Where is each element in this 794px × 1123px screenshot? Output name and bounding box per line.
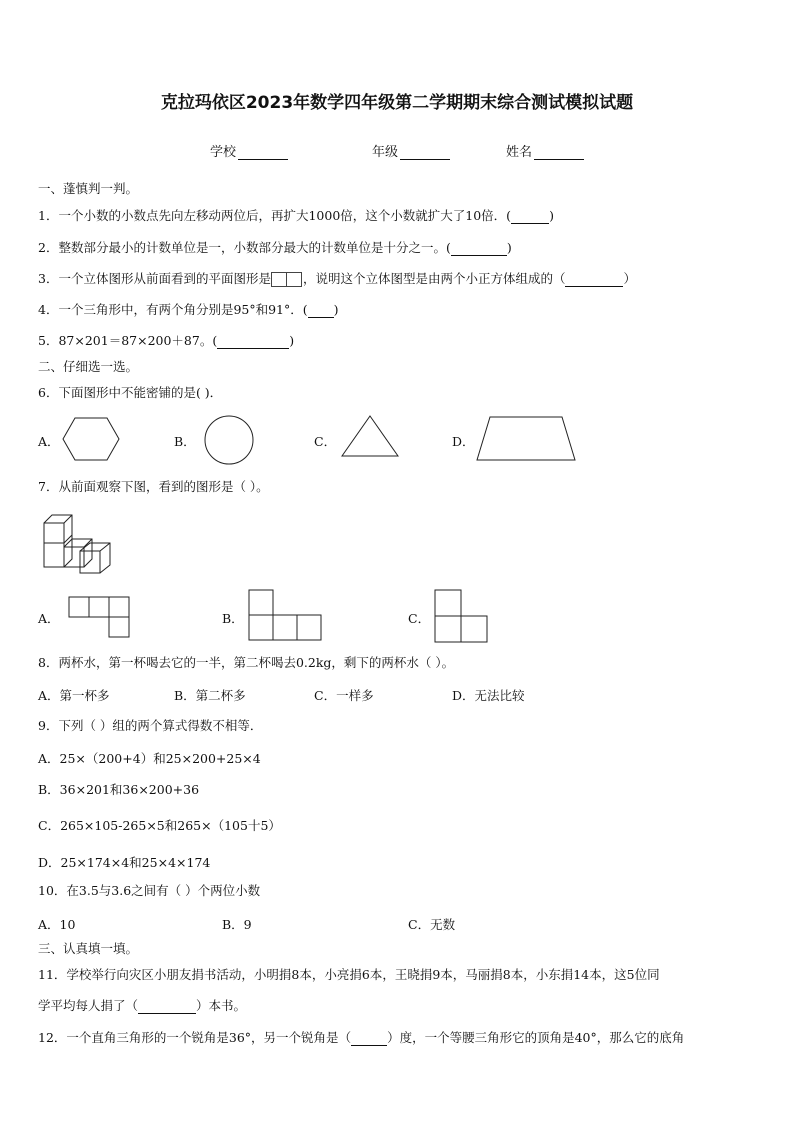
grade-field bbox=[372, 141, 450, 160]
question-11-line-2 bbox=[38, 998, 246, 1014]
hexagon-shape bbox=[63, 418, 119, 460]
section-heading-1: 一、蓬慎判一判。 bbox=[38, 181, 139, 196]
school-label: 学校 bbox=[210, 145, 237, 160]
q9-option-c[interactable]: C．265×105-265×5和265×（105十5） bbox=[38, 818, 281, 833]
section-heading-2: 二、仔细选一选。 bbox=[38, 359, 139, 374]
view-a-squares bbox=[69, 597, 129, 637]
question-7: 7．从前面观察下图，看到的图形是（ ）。 bbox=[38, 479, 269, 494]
answer-blank-5[interactable] bbox=[217, 335, 289, 349]
cube-stack-lines bbox=[44, 515, 110, 573]
view-b-squares bbox=[249, 590, 321, 640]
answer-blank-4[interactable] bbox=[308, 304, 334, 318]
circle-figure bbox=[203, 414, 255, 466]
q1-close: ) bbox=[549, 208, 554, 223]
view-option-b-figure bbox=[248, 589, 322, 641]
q10-option-c[interactable]: C．无数 bbox=[408, 917, 456, 932]
q4-text: 4．一个三角形中，有两个角分别是95°和91°．( bbox=[38, 302, 308, 317]
answer-blank-2[interactable] bbox=[451, 242, 507, 256]
question-5 bbox=[38, 333, 294, 349]
question-2 bbox=[38, 240, 512, 256]
cube-stack-figure bbox=[42, 513, 118, 575]
square-left bbox=[271, 273, 286, 287]
question-6: 6．下面图形中不能密铺的是( )． bbox=[38, 385, 223, 400]
q3-text-2: ，说明这个立体图型是由两个小正方体组成的（ bbox=[302, 271, 566, 286]
q5-text: 5．87×201＝87×200＋87。( bbox=[38, 333, 218, 348]
cube-front-top bbox=[44, 523, 64, 543]
square-right bbox=[286, 273, 301, 287]
q10-option-b[interactable]: B．9 bbox=[222, 917, 252, 932]
q6-option-b-label[interactable]: B． bbox=[174, 434, 196, 449]
two-squares-figure bbox=[271, 272, 303, 287]
two-squares-svg bbox=[271, 272, 303, 287]
q2-close: ) bbox=[506, 240, 512, 255]
page-title: 克拉玛依区2023年数学四年级第二学期期末综合测试模拟试题 bbox=[160, 93, 634, 113]
view-c-squares bbox=[435, 590, 487, 642]
answer-blank-3[interactable] bbox=[565, 273, 623, 287]
triangle-figure bbox=[340, 415, 400, 457]
question-9: 9．下列（ ）组的两个算式得数不相等． bbox=[38, 718, 263, 733]
view-option-c-figure bbox=[434, 589, 488, 643]
q7-option-b-label[interactable]: B． bbox=[222, 611, 244, 626]
triangle-shape bbox=[342, 416, 398, 456]
question-12 bbox=[38, 1030, 684, 1046]
q8-option-a[interactable]: A．第一杯多 bbox=[38, 688, 110, 703]
q11-text-2: 学平均每人捐了（ bbox=[38, 998, 139, 1013]
trapezoid-figure bbox=[476, 415, 578, 461]
q3-text: 3．一个立体图形从前面看到的平面图形是 bbox=[38, 271, 271, 286]
school-field bbox=[210, 141, 288, 160]
view-option-a-figure bbox=[68, 596, 132, 640]
answer-blank-12[interactable] bbox=[351, 1032, 387, 1046]
q9-option-d[interactable]: D．25×174×4和25×4×174 bbox=[38, 855, 211, 870]
q12-text-2: ）度，一个等腰三角形它的顶角是40°，那么它的底角 bbox=[387, 1030, 685, 1045]
q3-close: ） bbox=[623, 271, 636, 286]
grade-label: 年级 bbox=[372, 145, 399, 160]
q8-option-b[interactable]: B．第二杯多 bbox=[174, 688, 246, 703]
q6-option-c-label[interactable]: C． bbox=[314, 434, 337, 449]
cube-edge-4 bbox=[100, 543, 110, 551]
q4-close: ) bbox=[333, 302, 339, 317]
question-11-line-1: 11．学校举行向灾区小朋友捐书活动，小明捐8本，小亮捐6本，王晓捐9本，马丽捐8本，小东捐14本，这5位同 bbox=[38, 967, 660, 982]
cube-edge-1 bbox=[64, 515, 72, 523]
question-8: 8．两杯水，第一杯喝去它的一半，第二杯喝去0.2kg，剩下的两杯水（ ）。 bbox=[38, 655, 455, 670]
q9-option-b[interactable]: B．36×201和36×200+36 bbox=[38, 782, 200, 797]
school-blank[interactable] bbox=[238, 145, 288, 160]
q12-text: 12．一个直角三角形的一个锐角是36°，另一个锐角是（ bbox=[38, 1030, 352, 1045]
question-4 bbox=[38, 302, 339, 318]
answer-blank-1[interactable] bbox=[511, 210, 549, 224]
cube-right-front bbox=[80, 551, 100, 573]
circle-shape bbox=[205, 416, 253, 464]
q6-option-a-label[interactable]: A． bbox=[38, 434, 60, 449]
name-blank[interactable] bbox=[534, 145, 584, 160]
trapezoid-shape bbox=[477, 417, 575, 460]
q11-close: ）本书。 bbox=[196, 998, 247, 1013]
q1-text: 1．一个小数的小数点先向左移动两位后，再扩大1000倍，这个小数就扩大了10倍．( bbox=[38, 208, 512, 223]
q2-text: 2．整数部分最小的计数单位是一，小数部分最大的计数单位是十分之一。( bbox=[38, 240, 451, 255]
q5-close: ) bbox=[289, 333, 295, 348]
hexagon-figure bbox=[61, 417, 121, 461]
name-field bbox=[506, 141, 584, 160]
q10-option-a[interactable]: A．10 bbox=[38, 917, 76, 932]
cube-edge-2 bbox=[64, 535, 72, 543]
question-3 bbox=[38, 271, 636, 287]
grade-blank[interactable] bbox=[400, 145, 450, 160]
q7-option-c-label[interactable]: C． bbox=[408, 611, 431, 626]
q6-option-d-label[interactable]: D． bbox=[452, 434, 475, 449]
question-10: 10．在3.5与3.6之间有（ ）个两位小数 bbox=[38, 883, 261, 898]
name-label: 姓名 bbox=[506, 145, 533, 160]
question-1 bbox=[38, 208, 554, 224]
answer-blank-11[interactable] bbox=[138, 1000, 196, 1014]
q8-option-d[interactable]: D．无法比较 bbox=[452, 688, 525, 703]
section-heading-3: 三、认真填一填。 bbox=[38, 941, 139, 956]
cube-front-bottom bbox=[44, 543, 64, 567]
q9-option-a[interactable]: A．25×（200+4）和25×200+25×4 bbox=[38, 751, 261, 766]
q8-option-c[interactable]: C．一样多 bbox=[314, 688, 374, 703]
q7-option-a-label[interactable]: A． bbox=[38, 611, 60, 626]
